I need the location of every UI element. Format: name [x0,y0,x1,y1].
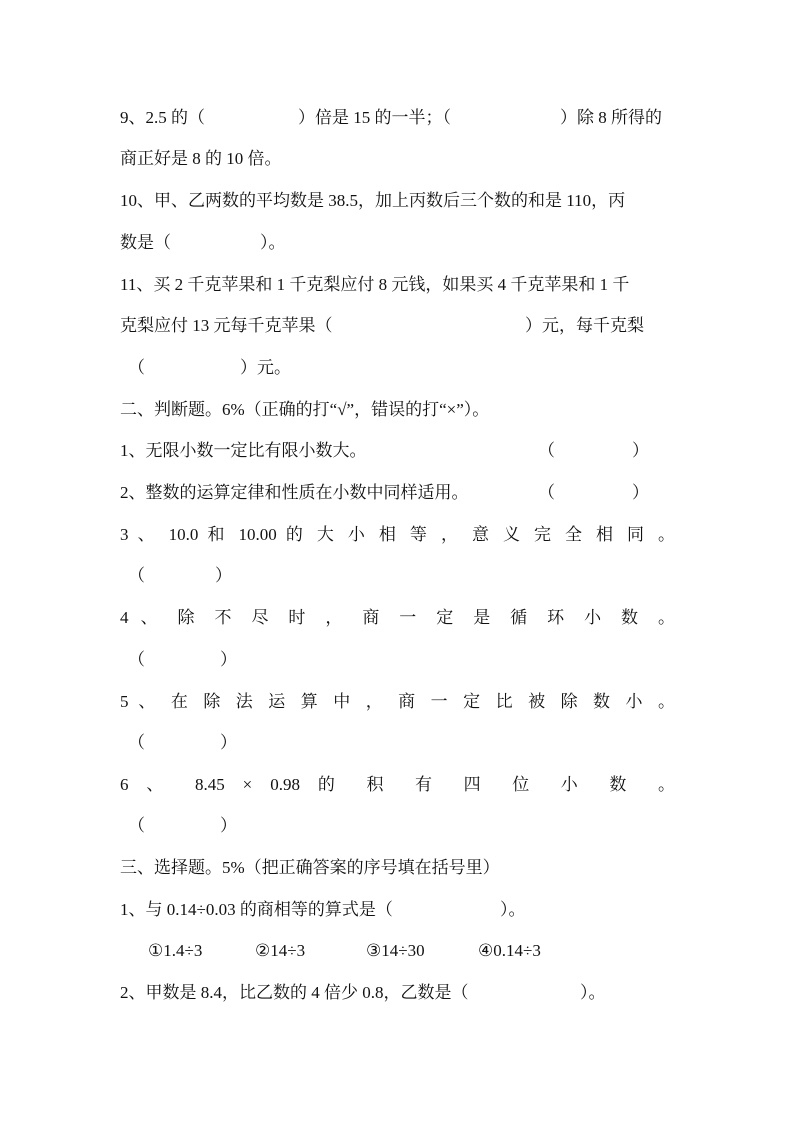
section-3-heading: 三、选择题。5%（把正确答案的序号填在括号里） [120,858,500,877]
judge-3-brackets [120,562,675,590]
q11-part-2: ）元，每千克梨 [525,316,644,335]
judge-6-brackets [120,812,675,840]
judge-6: 6 、 8.45 × 0.98 的 积 有 四 位 小 数 。 [120,775,675,794]
judge-4-close: ） [220,650,237,669]
judge-5-open: （ [128,733,145,752]
judge-2 [120,479,675,507]
choice-1 [120,896,675,924]
q10-part-2: ）。 [260,233,286,252]
judge-2-close: ） [632,483,649,502]
q9-part-3: ）除 8 所得的 [560,108,662,127]
q11c-close: ）元。 [240,358,291,377]
question-10-line-2 [120,229,675,257]
judge-1-text: 1、无限小数一定比有限小数大。 [120,441,367,460]
option-2: ②14÷3 [255,941,306,960]
q9-part-1: 9、2.5 的（ [120,108,205,127]
judge-6-close: ） [220,816,237,835]
choice-2-text: 2、甲数是 8.4，比乙数的 4 倍少 0.8，乙数是（ [120,983,469,1002]
judge-4-brackets [120,646,675,674]
judge-5-close: ） [220,733,237,752]
question-11-line-2 [120,312,675,340]
judge-3-close: ） [215,566,232,585]
option-1: ①1.4÷3 [148,941,203,960]
question-10-line-1: 10、甲、乙两数的平均数是 38.5，加上丙数后三个数的和是 110，丙 [120,191,626,210]
judge-4: 4 、 除 不 尽 时 ， 商 一 定 是 循 环 小 数 。 [120,608,675,627]
option-3: ③14÷30 [366,941,425,960]
judge-5-brackets [120,729,675,757]
choice-1-close: ）。 [500,900,526,919]
judge-6-open: （ [128,816,145,835]
judge-1-open: （ [538,441,555,460]
choice-2 [120,979,675,1007]
q11-part-1: 克梨应付 13 元每千克苹果（ [120,316,333,335]
q10-part-1: 数是（ [120,233,171,252]
judge-2-open: （ [538,483,555,502]
question-11-line-1: 11、买 2 千克苹果和 1 千克梨应付 8 元钱，如果买 4 千克苹果和 1 千 [120,275,630,294]
q11c-open: （ [128,358,145,377]
question-11-line-3 [120,354,675,382]
judge-1 [120,437,675,465]
choice-1-options [120,937,675,965]
judge-4-open: （ [128,650,145,669]
judge-3: 3 、 10.0 和 10.00 的 大 小 相 等 ， 意 义 完 全 相 同 。 [120,525,675,544]
choice-1-text: 1、与 0.14÷0.03 的商相等的算式是（ [120,900,393,919]
judge-3-open: （ [128,566,145,585]
section-2-heading: 二、判断题。6%（正确的打“√”，错误的打“×”）。 [120,400,490,419]
question-9-line-2: 商正好是 8 的 10 倍。 [120,149,282,168]
q9-part-2: ）倍是 15 的一半；（ [298,108,451,127]
judge-5: 5 、 在 除 法 运 算 中 ， 商 一 定 比 被 除 数 小 。 [120,692,675,711]
option-4: ④0.14÷3 [478,941,541,960]
question-9-line-1 [120,104,675,132]
judge-2-text: 2、整数的运算定律和性质在小数中同样适用。 [120,483,469,502]
judge-1-close: ） [632,441,649,460]
choice-2-close: ）。 [580,983,606,1002]
